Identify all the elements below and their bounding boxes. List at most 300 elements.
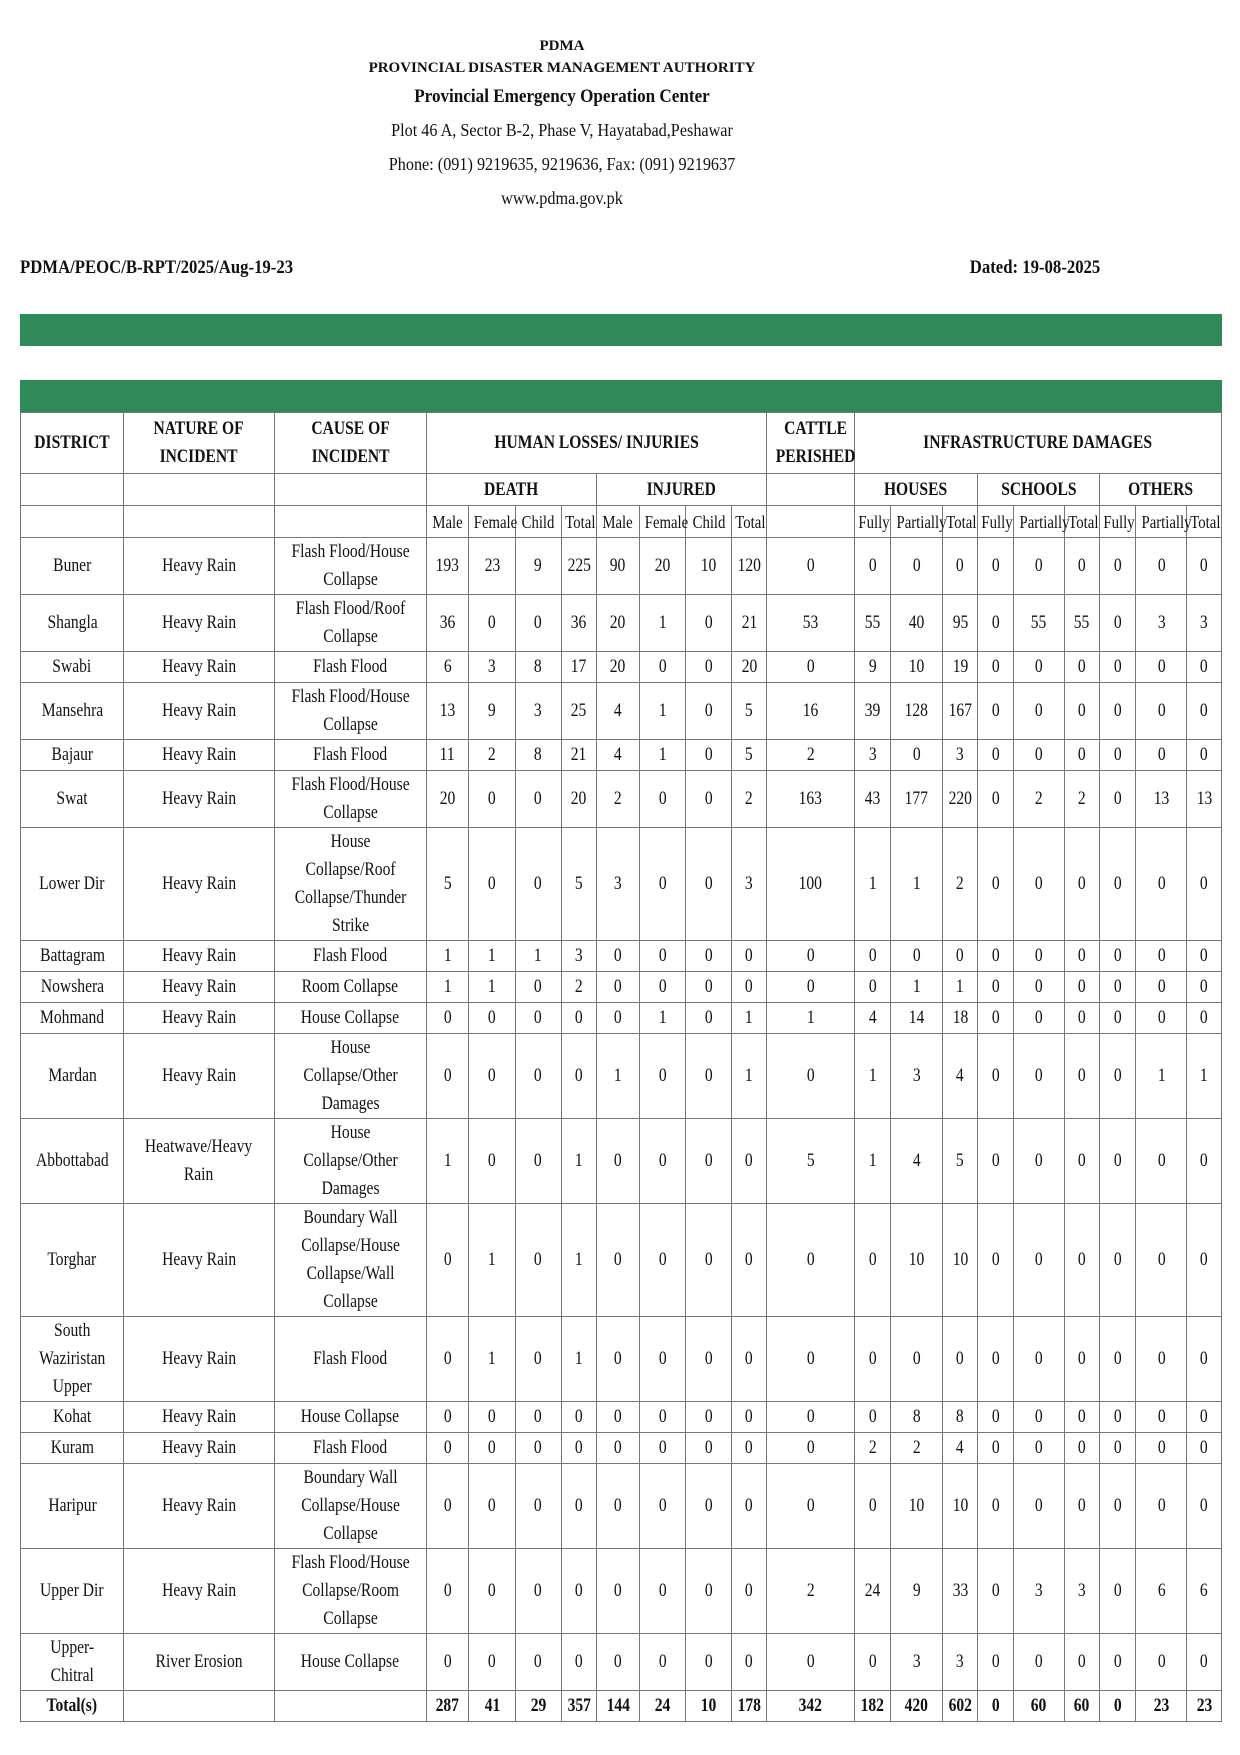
value-cell: 21 xyxy=(731,595,767,652)
value-cell: 0 xyxy=(561,1634,596,1691)
value-cell: 10 xyxy=(891,1464,943,1549)
value-cell: 0 xyxy=(1136,683,1187,740)
value-cell: 120 xyxy=(731,538,767,595)
district-cell: Torghar xyxy=(21,1204,124,1317)
value-cell: 0 xyxy=(1013,1003,1064,1034)
value-cell: 1 xyxy=(854,828,891,941)
total-value: 24 xyxy=(639,1691,686,1722)
value-cell: 0 xyxy=(1136,1317,1187,1402)
value-cell: 0 xyxy=(1187,740,1222,771)
value-cell: 2 xyxy=(942,828,977,941)
value-cell: 2 xyxy=(561,972,596,1003)
value-cell: 0 xyxy=(1187,538,1222,595)
value-cell: 0 xyxy=(1187,1003,1222,1034)
value-cell: 1 xyxy=(469,972,516,1003)
value-cell: 0 xyxy=(1099,1317,1136,1402)
value-cell: 177 xyxy=(891,771,943,828)
value-cell: 0 xyxy=(515,1003,561,1034)
value-cell: 0 xyxy=(731,1549,767,1634)
value-cell: 0 xyxy=(1099,1034,1136,1119)
value-cell: 163 xyxy=(767,771,854,828)
cause-cell: Flash Flood/House Collapse xyxy=(274,771,426,828)
value-cell: 5 xyxy=(942,1119,977,1204)
org-full-name: PROVINCIAL DISASTER MANAGEMENT AUTHORITY xyxy=(368,60,756,76)
value-cell: 0 xyxy=(978,1402,1013,1433)
subheader-child: Child xyxy=(686,506,732,538)
value-cell: 0 xyxy=(426,1003,469,1034)
value-cell: 0 xyxy=(767,1464,854,1549)
value-cell: 0 xyxy=(767,1204,854,1317)
value-cell: 0 xyxy=(639,1464,686,1549)
value-cell: 10 xyxy=(891,652,943,683)
value-cell: 0 xyxy=(978,828,1013,941)
value-cell: 0 xyxy=(767,1402,854,1433)
cause-cell: House Collapse xyxy=(274,1402,426,1433)
value-cell: 0 xyxy=(1064,1433,1099,1464)
value-cell: 0 xyxy=(1136,1433,1187,1464)
value-cell: 1 xyxy=(597,1034,640,1119)
value-cell: 2 xyxy=(767,1549,854,1634)
district-cell: Kuram xyxy=(21,1433,124,1464)
value-cell: 0 xyxy=(515,1634,561,1691)
header-cause: CAUSE OF INCIDENT xyxy=(274,413,426,474)
value-cell: 23 xyxy=(469,538,516,595)
table-row xyxy=(21,771,1222,828)
total-value: 23 xyxy=(1136,1691,1187,1722)
value-cell: 1 xyxy=(469,941,516,972)
value-cell: 17 xyxy=(561,652,596,683)
value-cell: 3 xyxy=(597,828,640,941)
value-cell: 0 xyxy=(1099,652,1136,683)
value-cell: 0 xyxy=(426,1634,469,1691)
value-cell: 0 xyxy=(686,740,732,771)
value-cell: 40 xyxy=(891,595,943,652)
value-cell: 3 xyxy=(891,1634,943,1691)
value-cell: 0 xyxy=(686,828,732,941)
value-cell: 0 xyxy=(978,941,1013,972)
subheader-child: Child xyxy=(515,506,561,538)
value-cell: 225 xyxy=(561,538,596,595)
value-cell: 0 xyxy=(854,1317,891,1402)
value-cell: 0 xyxy=(1099,1634,1136,1691)
value-cell: 0 xyxy=(1187,1402,1222,1433)
report-reference: PDMA/PEOC/B-RPT/2025/Aug-19-23 xyxy=(20,257,294,278)
value-cell: 0 xyxy=(515,1464,561,1549)
value-cell: 0 xyxy=(686,1433,732,1464)
phone-fax: Phone: (091) 9219635, 9219636, Fax: (091) 9219637 xyxy=(388,154,736,174)
value-cell: 0 xyxy=(597,1317,640,1402)
value-cell: 0 xyxy=(686,1464,732,1549)
value-cell: 0 xyxy=(515,771,561,828)
value-cell: 0 xyxy=(1187,972,1222,1003)
value-cell: 2 xyxy=(469,740,516,771)
cause-cell: Boundary Wall Collapse/House Collapse xyxy=(274,1464,426,1549)
header-district: DISTRICT xyxy=(21,413,124,474)
district-cell: Upper Dir xyxy=(21,1549,124,1634)
total-value: 10 xyxy=(686,1691,732,1722)
value-cell: 0 xyxy=(597,1003,640,1034)
value-cell: 0 xyxy=(426,1317,469,1402)
value-cell: 0 xyxy=(854,1464,891,1549)
cause-cell: Flash Flood/Roof Collapse xyxy=(274,595,426,652)
subheader-total: Total xyxy=(731,506,767,538)
value-cell: 0 xyxy=(978,595,1013,652)
value-cell: 1 xyxy=(561,1119,596,1204)
header-cattle: CATTLE PERISHED xyxy=(767,413,854,474)
value-cell: 0 xyxy=(1064,740,1099,771)
subheader-total: Total xyxy=(1064,506,1099,538)
value-cell: 2 xyxy=(854,1433,891,1464)
value-cell: 53 xyxy=(767,595,854,652)
address: Plot 46 A, Sector B-2, Phase V, Hayatabad,Peshawar xyxy=(391,120,733,140)
subheader-total: Total xyxy=(1187,506,1222,538)
value-cell: 3 xyxy=(561,941,596,972)
value-cell: 8 xyxy=(942,1402,977,1433)
value-cell: 0 xyxy=(1064,941,1099,972)
value-cell: 0 xyxy=(1013,1034,1064,1119)
value-cell: 5 xyxy=(561,828,596,941)
value-cell: 0 xyxy=(1136,1634,1187,1691)
value-cell: 0 xyxy=(1099,595,1136,652)
value-cell: 0 xyxy=(1187,941,1222,972)
value-cell: 0 xyxy=(515,595,561,652)
value-cell: 0 xyxy=(731,972,767,1003)
value-cell: 0 xyxy=(978,1433,1013,1464)
value-cell: 0 xyxy=(561,1402,596,1433)
value-cell: 19 xyxy=(942,652,977,683)
value-cell: 0 xyxy=(1136,972,1187,1003)
nature-cell: Heavy Rain xyxy=(124,1402,274,1433)
total-value: 41 xyxy=(469,1691,516,1722)
value-cell: 1 xyxy=(767,1003,854,1034)
value-cell: 3 xyxy=(1064,1549,1099,1634)
value-cell: 0 xyxy=(767,1433,854,1464)
value-cell: 2 xyxy=(1064,771,1099,828)
value-cell: 0 xyxy=(639,652,686,683)
value-cell: 0 xyxy=(686,1034,732,1119)
value-cell: 20 xyxy=(731,652,767,683)
district-cell: Mansehra xyxy=(21,683,124,740)
damage-report-table xyxy=(20,412,1222,1722)
nature-cell: Heavy Rain xyxy=(124,828,274,941)
table-row xyxy=(21,1402,1222,1433)
value-cell: 5 xyxy=(731,683,767,740)
value-cell: 0 xyxy=(515,1402,561,1433)
value-cell: 0 xyxy=(942,1317,977,1402)
value-cell: 1 xyxy=(1136,1034,1187,1119)
value-cell: 1 xyxy=(426,941,469,972)
nature-cell: Heavy Rain xyxy=(124,538,274,595)
table-row xyxy=(21,740,1222,771)
nature-cell: Heavy Rain xyxy=(124,683,274,740)
nature-cell: Heavy Rain xyxy=(124,595,274,652)
header-infrastructure: INFRASTRUCTURE DAMAGES xyxy=(854,413,1221,474)
total-value: 0 xyxy=(1099,1691,1136,1722)
value-cell: 0 xyxy=(1013,941,1064,972)
value-cell: 0 xyxy=(639,1433,686,1464)
value-cell: 0 xyxy=(639,1402,686,1433)
value-cell: 0 xyxy=(1099,1119,1136,1204)
cause-cell: Flash Flood/House Collapse xyxy=(274,538,426,595)
value-cell: 9 xyxy=(891,1549,943,1634)
cause-cell: House Collapse/Roof Collapse/Thunder Strike xyxy=(274,828,426,941)
value-cell: 0 xyxy=(469,828,516,941)
value-cell: 95 xyxy=(942,595,977,652)
value-cell: 0 xyxy=(1064,538,1099,595)
value-cell: 0 xyxy=(597,941,640,972)
value-cell: 20 xyxy=(597,595,640,652)
value-cell: 128 xyxy=(891,683,943,740)
value-cell: 0 xyxy=(978,1549,1013,1634)
value-cell: 0 xyxy=(426,1433,469,1464)
value-cell: 0 xyxy=(426,1402,469,1433)
value-cell: 0 xyxy=(639,771,686,828)
website-link[interactable]: www.pdma.gov.pk xyxy=(501,188,623,208)
value-cell: 0 xyxy=(1136,941,1187,972)
value-cell: 0 xyxy=(891,941,943,972)
value-cell: 4 xyxy=(854,1003,891,1034)
value-cell: 0 xyxy=(1099,1402,1136,1433)
value-cell: 0 xyxy=(597,1464,640,1549)
value-cell: 0 xyxy=(515,828,561,941)
value-cell: 193 xyxy=(426,538,469,595)
district-cell: Haripur xyxy=(21,1464,124,1549)
value-cell: 0 xyxy=(978,740,1013,771)
value-cell: 3 xyxy=(1187,595,1222,652)
totals-blank xyxy=(274,1691,426,1722)
total-value: 357 xyxy=(561,1691,596,1722)
value-cell: 39 xyxy=(854,683,891,740)
value-cell: 10 xyxy=(686,538,732,595)
value-cell: 43 xyxy=(854,771,891,828)
value-cell: 0 xyxy=(1136,1464,1187,1549)
value-cell: 0 xyxy=(731,1402,767,1433)
district-cell: Lower Dir xyxy=(21,828,124,941)
header-others: OTHERS xyxy=(1099,474,1221,506)
value-cell: 55 xyxy=(1064,595,1099,652)
value-cell: 0 xyxy=(891,740,943,771)
value-cell: 0 xyxy=(1064,1003,1099,1034)
value-cell: 0 xyxy=(686,683,732,740)
value-cell: 20 xyxy=(639,538,686,595)
value-cell: 3 xyxy=(854,740,891,771)
value-cell: 0 xyxy=(1013,1317,1064,1402)
value-cell: 0 xyxy=(515,1317,561,1402)
value-cell: 0 xyxy=(1013,1464,1064,1549)
value-cell: 0 xyxy=(426,1204,469,1317)
value-cell: 8 xyxy=(515,652,561,683)
total-value: 144 xyxy=(597,1691,640,1722)
value-cell: 0 xyxy=(1136,828,1187,941)
subheader-male: Male xyxy=(597,506,640,538)
value-cell: 0 xyxy=(731,1317,767,1402)
value-cell: 0 xyxy=(597,1402,640,1433)
value-cell: 1 xyxy=(426,1119,469,1204)
value-cell: 220 xyxy=(942,771,977,828)
value-cell: 0 xyxy=(686,1634,732,1691)
value-cell: 0 xyxy=(1099,771,1136,828)
subheader-blank xyxy=(124,506,274,538)
value-cell: 0 xyxy=(891,1317,943,1402)
value-cell: 0 xyxy=(767,941,854,972)
header-schools: SCHOOLS xyxy=(978,474,1100,506)
table-row xyxy=(21,683,1222,740)
subheader-female: Female xyxy=(469,506,516,538)
value-cell: 2 xyxy=(767,740,854,771)
value-cell: 1 xyxy=(891,972,943,1003)
value-cell: 0 xyxy=(686,941,732,972)
value-cell: 0 xyxy=(1099,1433,1136,1464)
nature-cell: Heavy Rain xyxy=(124,652,274,683)
district-cell: Swabi xyxy=(21,652,124,683)
green-banner-top xyxy=(20,314,1222,346)
value-cell: 0 xyxy=(1064,1402,1099,1433)
total-value: 60 xyxy=(1013,1691,1064,1722)
value-cell: 2 xyxy=(891,1433,943,1464)
header-death: DEATH xyxy=(426,474,596,506)
value-cell: 0 xyxy=(469,1549,516,1634)
value-cell: 0 xyxy=(1013,740,1064,771)
value-cell: 0 xyxy=(731,1119,767,1204)
totals-blank xyxy=(124,1691,274,1722)
value-cell: 0 xyxy=(731,941,767,972)
value-cell: 0 xyxy=(978,1317,1013,1402)
value-cell: 3 xyxy=(731,828,767,941)
cause-cell: Flash Flood xyxy=(274,1317,426,1402)
nature-cell: Heavy Rain xyxy=(124,1464,274,1549)
value-cell: 1 xyxy=(1187,1034,1222,1119)
value-cell: 1 xyxy=(731,1034,767,1119)
value-cell: 0 xyxy=(597,1119,640,1204)
value-cell: 0 xyxy=(597,972,640,1003)
nature-cell: Heatwave/Heavy Rain xyxy=(124,1119,274,1204)
subheader-fully: Fully xyxy=(1099,506,1136,538)
value-cell: 4 xyxy=(891,1119,943,1204)
value-cell: 10 xyxy=(891,1204,943,1317)
district-cell: Shangla xyxy=(21,595,124,652)
total-value: 420 xyxy=(891,1691,943,1722)
value-cell: 0 xyxy=(1013,652,1064,683)
value-cell: 0 xyxy=(597,1634,640,1691)
value-cell: 0 xyxy=(854,1402,891,1433)
value-cell: 1 xyxy=(639,740,686,771)
value-cell: 0 xyxy=(1099,828,1136,941)
header-blank xyxy=(124,474,274,506)
value-cell: 0 xyxy=(1099,941,1136,972)
value-cell: 0 xyxy=(469,1402,516,1433)
value-cell: 24 xyxy=(854,1549,891,1634)
value-cell: 0 xyxy=(639,1634,686,1691)
nature-cell: Heavy Rain xyxy=(124,1204,274,1317)
value-cell: 5 xyxy=(731,740,767,771)
value-cell: 0 xyxy=(854,538,891,595)
value-cell: 0 xyxy=(978,1003,1013,1034)
value-cell: 0 xyxy=(426,1034,469,1119)
value-cell: 0 xyxy=(1099,538,1136,595)
value-cell: 4 xyxy=(597,740,640,771)
value-cell: 20 xyxy=(426,771,469,828)
district-cell: Abbottabad xyxy=(21,1119,124,1204)
value-cell: 0 xyxy=(854,972,891,1003)
header-blank xyxy=(21,474,124,506)
subheader-total: Total xyxy=(561,506,596,538)
value-cell: 0 xyxy=(1064,1464,1099,1549)
value-cell: 9 xyxy=(854,652,891,683)
value-cell: 0 xyxy=(469,1034,516,1119)
value-cell: 2 xyxy=(1013,771,1064,828)
value-cell: 0 xyxy=(978,683,1013,740)
cause-cell: Flash Flood/House Collapse/Room Collapse xyxy=(274,1549,426,1634)
value-cell: 0 xyxy=(597,1204,640,1317)
value-cell: 16 xyxy=(767,683,854,740)
value-cell: 0 xyxy=(854,941,891,972)
value-cell: 100 xyxy=(767,828,854,941)
nature-cell: Heavy Rain xyxy=(124,740,274,771)
table-row xyxy=(21,1549,1222,1634)
value-cell: 1 xyxy=(561,1204,596,1317)
value-cell: 3 xyxy=(1136,595,1187,652)
total-label: Total(s) xyxy=(21,1691,124,1722)
nature-cell: Heavy Rain xyxy=(124,1549,274,1634)
value-cell: 0 xyxy=(1187,1464,1222,1549)
value-cell: 0 xyxy=(515,1204,561,1317)
district-cell: Upper-Chitral xyxy=(21,1634,124,1691)
value-cell: 0 xyxy=(1013,1119,1064,1204)
subheader-partially: Partially xyxy=(1136,506,1187,538)
cause-cell: Flash Flood xyxy=(274,652,426,683)
value-cell: 0 xyxy=(1099,1549,1136,1634)
cause-cell: Flash Flood xyxy=(274,740,426,771)
value-cell: 0 xyxy=(561,1464,596,1549)
value-cell: 10 xyxy=(942,1464,977,1549)
nature-cell: Heavy Rain xyxy=(124,1433,274,1464)
total-value: 287 xyxy=(426,1691,469,1722)
value-cell: 0 xyxy=(1013,683,1064,740)
value-cell: 167 xyxy=(942,683,977,740)
subheader-female: Female xyxy=(639,506,686,538)
total-value: 23 xyxy=(1187,1691,1222,1722)
value-cell: 0 xyxy=(731,1204,767,1317)
value-cell: 0 xyxy=(767,538,854,595)
value-cell: 0 xyxy=(1099,1003,1136,1034)
value-cell: 0 xyxy=(1187,1317,1222,1402)
subheader-fully: Fully xyxy=(978,506,1013,538)
value-cell: 0 xyxy=(686,1549,732,1634)
value-cell: 0 xyxy=(978,1204,1013,1317)
nature-cell: Heavy Rain xyxy=(124,771,274,828)
value-cell: 0 xyxy=(426,1464,469,1549)
cause-cell: House Collapse xyxy=(274,1634,426,1691)
total-value: 602 xyxy=(942,1691,977,1722)
value-cell: 0 xyxy=(978,771,1013,828)
value-cell: 13 xyxy=(1136,771,1187,828)
value-cell: 0 xyxy=(639,828,686,941)
district-cell: South Waziristan Upper xyxy=(21,1317,124,1402)
value-cell: 1 xyxy=(469,1317,516,1402)
table-row xyxy=(21,828,1222,941)
value-cell: 0 xyxy=(1099,740,1136,771)
table-row xyxy=(21,652,1222,683)
district-cell: Nowshera xyxy=(21,972,124,1003)
subheader-blank xyxy=(274,506,426,538)
value-cell: 0 xyxy=(1136,1119,1187,1204)
nature-cell: River Erosion xyxy=(124,1634,274,1691)
value-cell: 6 xyxy=(426,652,469,683)
value-cell: 0 xyxy=(767,1034,854,1119)
district-cell: Swat xyxy=(21,771,124,828)
value-cell: 90 xyxy=(597,538,640,595)
value-cell: 0 xyxy=(469,1003,516,1034)
